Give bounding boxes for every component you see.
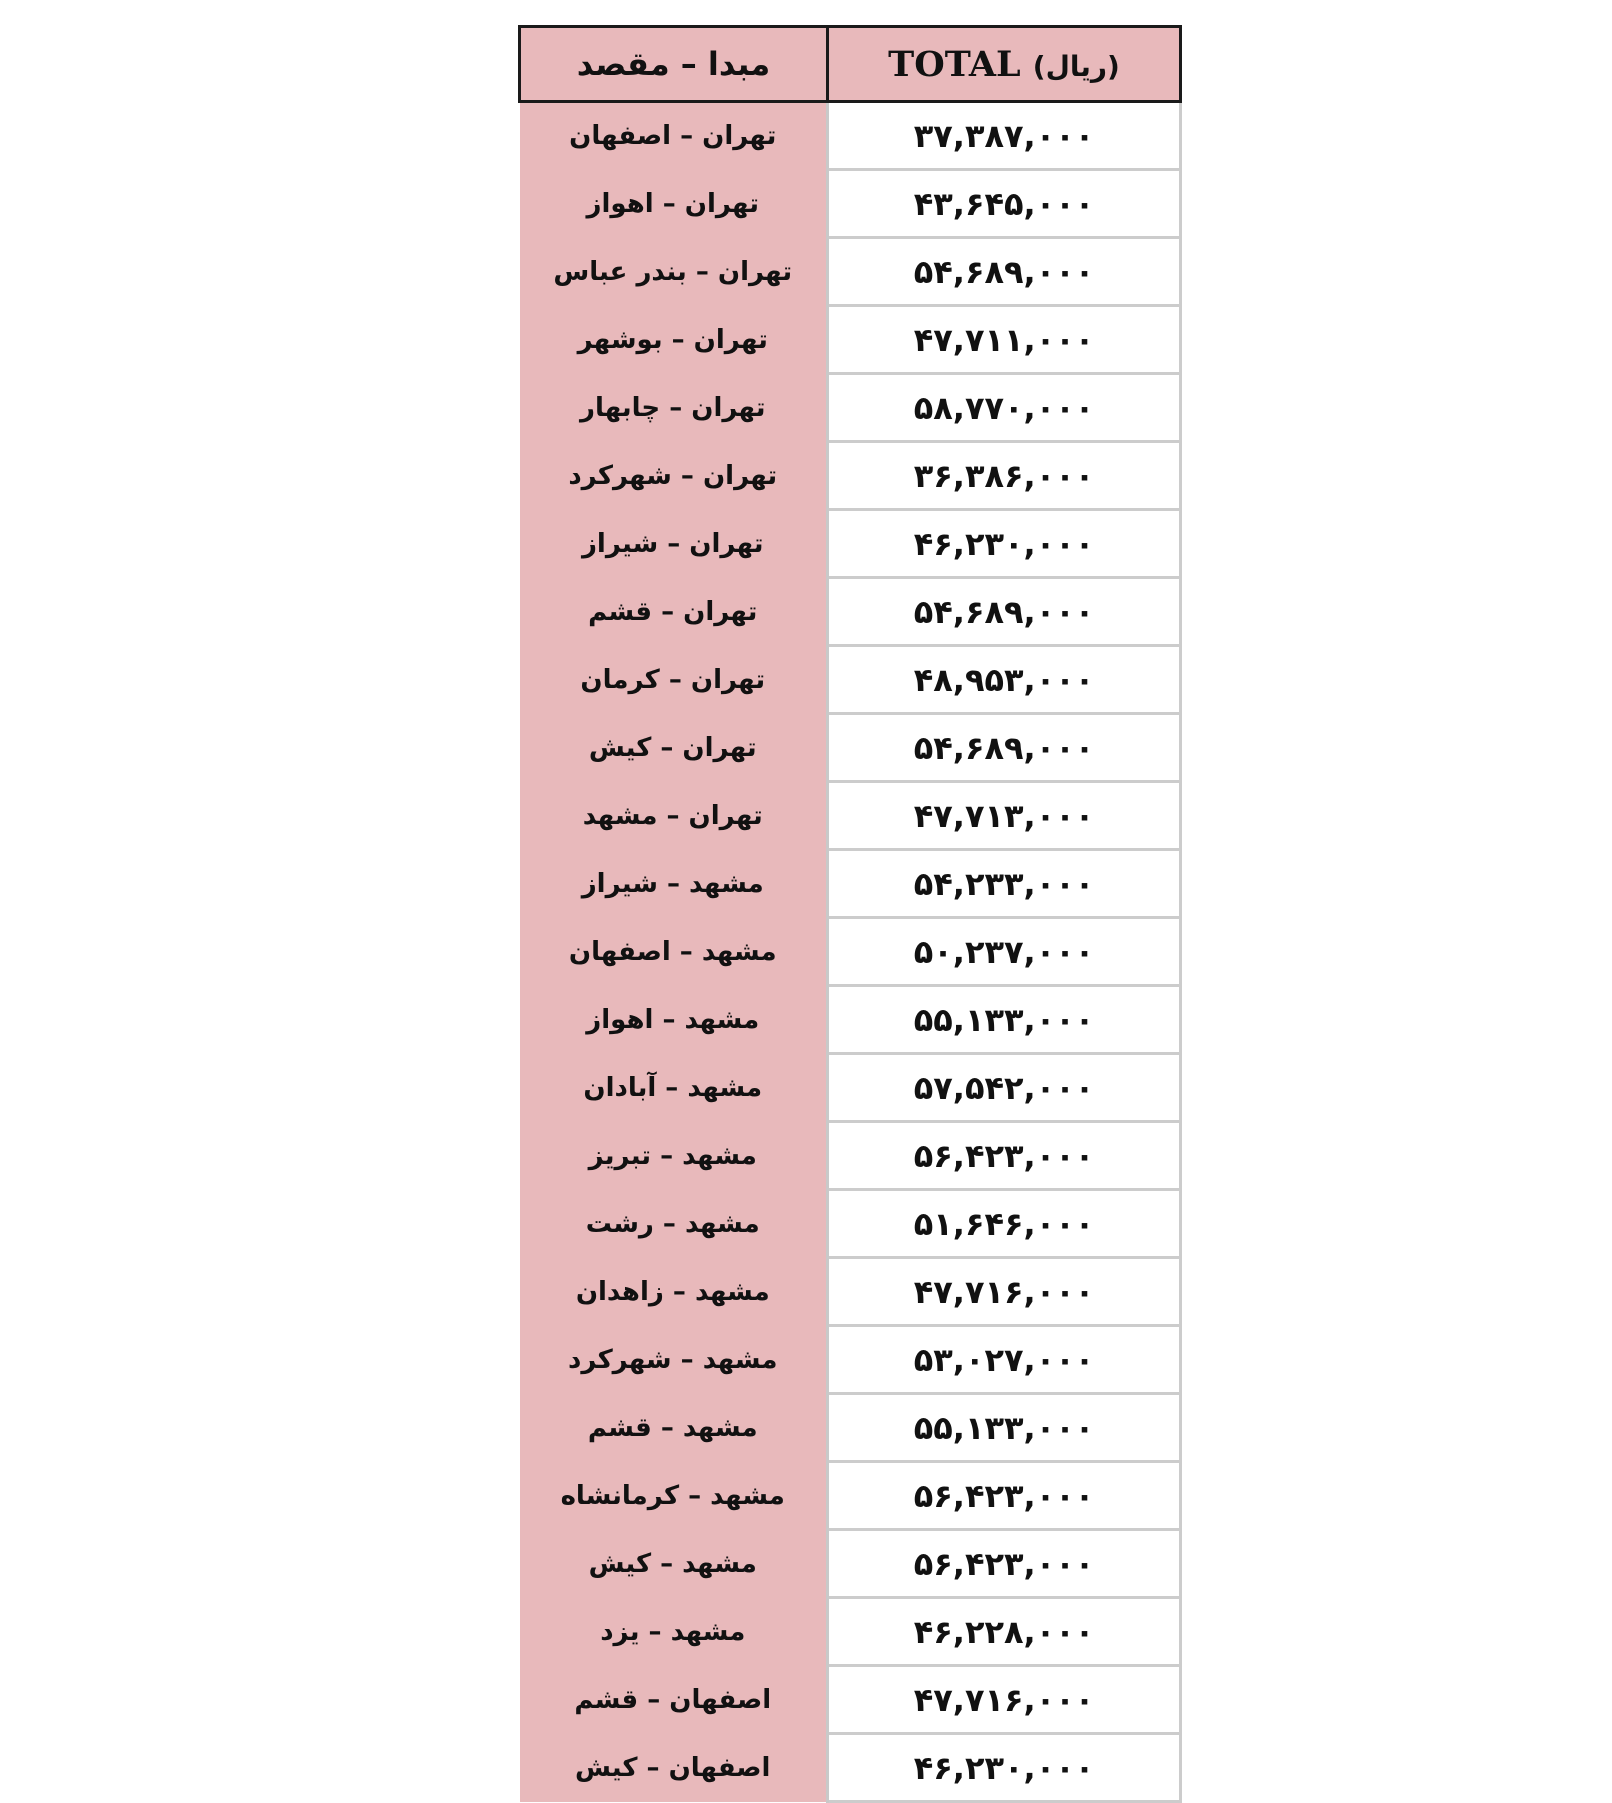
- route-cell: مشهد – کیش: [520, 1530, 828, 1598]
- route-cell: مشهد – تبریز: [520, 1122, 828, 1190]
- route-cell: تهران – اصفهان: [520, 102, 828, 170]
- route-cell: تهران – شهرکرد: [520, 442, 828, 510]
- route-cell: تهران – چابهار: [520, 374, 828, 442]
- table-row: [520, 1054, 1181, 1122]
- total-cell: ۵۵,۱۳۳,۰۰۰: [828, 986, 1181, 1054]
- total-cell: ۴۶,۲۳۰,۰۰۰: [828, 1734, 1181, 1802]
- table-row: [520, 1598, 1181, 1666]
- route-cell: تهران – اهواز: [520, 170, 828, 238]
- route-cell: مشهد – شهرکرد: [520, 1326, 828, 1394]
- route-cell: مشهد – قشم: [520, 1394, 828, 1462]
- total-cell: ۳۷,۳۸۷,۰۰۰: [828, 102, 1181, 170]
- total-cell: ۵۴,۲۳۳,۰۰۰: [828, 850, 1181, 918]
- total-cell: ۴۷,۷۱۱,۰۰۰: [828, 306, 1181, 374]
- route-cell: اصفهان – کیش: [520, 1734, 828, 1802]
- total-cell: ۴۷,۷۱۳,۰۰۰: [828, 782, 1181, 850]
- table-row: [520, 238, 1181, 306]
- route-cell: مشهد – اصفهان: [520, 918, 828, 986]
- total-cell: ۵۴,۶۸۹,۰۰۰: [828, 238, 1181, 306]
- total-header-label: TOTAL: [888, 43, 1021, 85]
- table-row: [520, 1394, 1181, 1462]
- total-cell: ۵۱,۶۴۶,۰۰۰: [828, 1190, 1181, 1258]
- route-cell: تهران – کیش: [520, 714, 828, 782]
- route-cell: تهران – شیراز: [520, 510, 828, 578]
- total-cell: ۵۰,۲۳۷,۰۰۰: [828, 918, 1181, 986]
- route-cell: مشهد – شیراز: [520, 850, 828, 918]
- table-row: [520, 306, 1181, 374]
- header-row: [520, 27, 1181, 102]
- total-cell: ۵۳,۰۲۷,۰۰۰: [828, 1326, 1181, 1394]
- table-row: [520, 1462, 1181, 1530]
- table-row: [520, 782, 1181, 850]
- total-cell: ۴۶,۲۳۰,۰۰۰: [828, 510, 1181, 578]
- fare-rows: [520, 102, 1181, 1802]
- table-row: [520, 714, 1181, 782]
- route-cell: مشهد – زاهدان: [520, 1258, 828, 1326]
- table-row: [520, 1734, 1181, 1802]
- route-cell: مشهد – آبادان: [520, 1054, 828, 1122]
- total-cell: ۴۶,۲۲۸,۰۰۰: [828, 1598, 1181, 1666]
- table-row: [520, 918, 1181, 986]
- table-row: [520, 442, 1181, 510]
- total-cell: ۵۵,۱۳۳,۰۰۰: [828, 1394, 1181, 1462]
- table-row: [520, 170, 1181, 238]
- table-row: [520, 374, 1181, 442]
- table-row: [520, 1258, 1181, 1326]
- table-row: [520, 102, 1181, 170]
- table-row: [520, 1530, 1181, 1598]
- table-row: [520, 1190, 1181, 1258]
- total-cell: ۵۸,۷۷۰,۰۰۰: [828, 374, 1181, 442]
- fare-table: [518, 25, 1182, 1803]
- table-row: [520, 646, 1181, 714]
- table-row: [520, 1326, 1181, 1394]
- route-cell: تهران – بوشهر: [520, 306, 828, 374]
- currency-unit-label: (ریال): [1032, 49, 1120, 83]
- total-cell: ۵۶,۴۲۳,۰۰۰: [828, 1462, 1181, 1530]
- route-cell: مشهد – رشت: [520, 1190, 828, 1258]
- total-cell: ۵۷,۵۴۲,۰۰۰: [828, 1054, 1181, 1122]
- total-cell: ۵۶,۴۲۳,۰۰۰: [828, 1530, 1181, 1598]
- table-row: [520, 986, 1181, 1054]
- table-row: [520, 510, 1181, 578]
- total-column-header: [828, 27, 1181, 102]
- total-cell: ۴۳,۶۴۵,۰۰۰: [828, 170, 1181, 238]
- route-cell: مشهد – کرمانشاه: [520, 1462, 828, 1530]
- total-cell: ۴۸,۹۵۳,۰۰۰: [828, 646, 1181, 714]
- total-cell: ۴۷,۷۱۶,۰۰۰: [828, 1258, 1181, 1326]
- route-cell: مشهد – یزد: [520, 1598, 828, 1666]
- total-cell: ۴۷,۷۱۶,۰۰۰: [828, 1666, 1181, 1734]
- route-cell: تهران – بندر عباس: [520, 238, 828, 306]
- route-cell: تهران – کرمان: [520, 646, 828, 714]
- table-row: [520, 578, 1181, 646]
- table-row: [520, 1666, 1181, 1734]
- route-cell: اصفهان – قشم: [520, 1666, 828, 1734]
- total-cell: ۵۴,۶۸۹,۰۰۰: [828, 714, 1181, 782]
- route-cell: مشهد – اهواز: [520, 986, 828, 1054]
- route-cell: تهران – قشم: [520, 578, 828, 646]
- route-cell: تهران – مشهد: [520, 782, 828, 850]
- table-row: [520, 850, 1181, 918]
- table-row: [520, 1122, 1181, 1190]
- total-cell: ۳۶,۳۸۶,۰۰۰: [828, 442, 1181, 510]
- total-cell: ۵۶,۴۲۳,۰۰۰: [828, 1122, 1181, 1190]
- total-cell: ۵۴,۶۸۹,۰۰۰: [828, 578, 1181, 646]
- route-column-header: مبدا – مقصد: [520, 27, 828, 102]
